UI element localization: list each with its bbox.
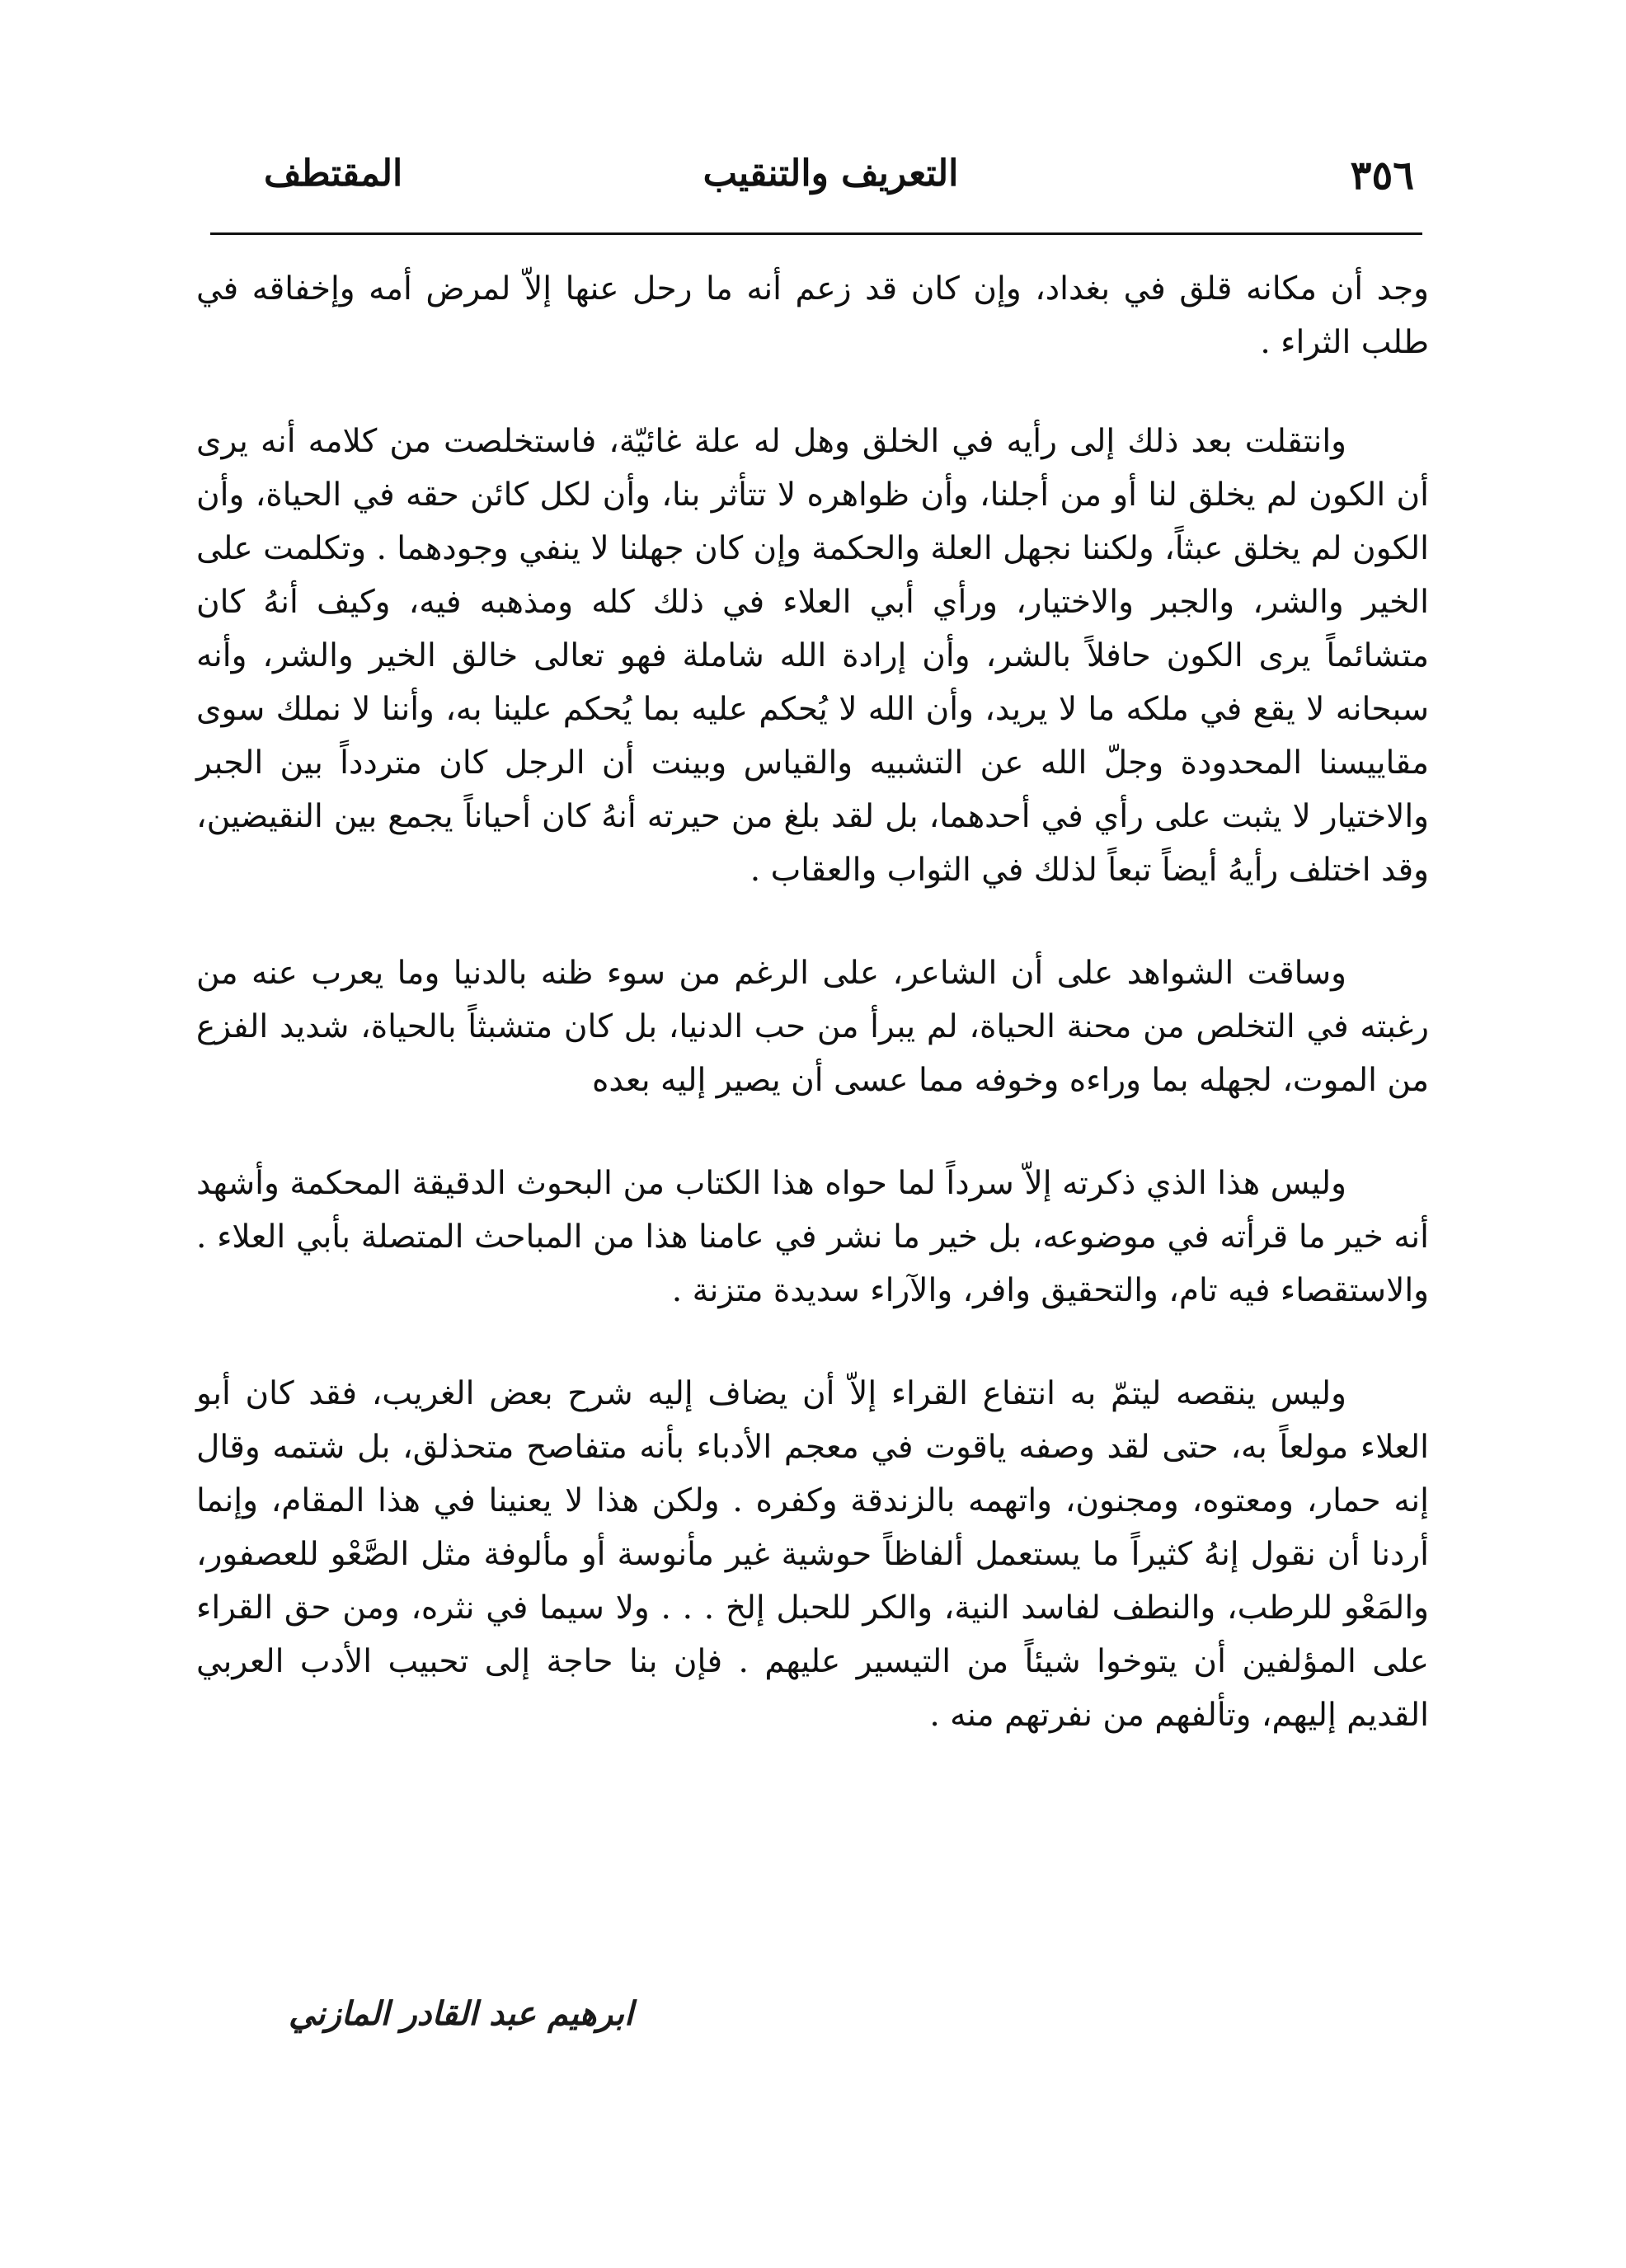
paragraph-love-of-life: وساقت الشواهد على أن الشاعر، على الرغم من سوء ظنه بالدنيا وما يعرب عنه من رغبته في التخلص من محنة الحياة، لم يبرأ من حب الدنيا، بل كان متشبثاً بالحياة، شديد الفزع من الموت، لجهله بما وراءه وخوفه مما عسى أن يصير إليه بعده <box>196 955 1429 1099</box>
running-title: التعريف والتنقيب <box>703 153 959 195</box>
paragraph-vocabulary-critique: وليس ينقصه ليتمّ به انتفاع القراء إلاّ أن يضاف إليه شرح بعض الغريب، فقد كان أبو العلاء مولعاً به، حتى لقد وصفه ياقوت في معجم الأدباء بأنه متفاصح متحذلق، بل شتمه وقال إنه حمار، ومعتوه، ومجنون، واتهمه بالزندقة وكفره . ولكن هذا لا يعنينا في هذا المقام، وإنما أردنا أن نقول إنهُ كثيراً ما يستعمل ألفاظاً حوشية غير مأنوسة أو مألوفة مثل الصَّعْو للعصفور، والمَعْو للرطب، والنطف لفاسد النية، والكر للحبل إلخ . . . ولا سيما في نثره، ومن حق القراء على المؤلفين أن يتوخوا شيئاً من التيسير عليهم . فإن بنا حاجة إلى تحبيب الأدب العربي القديم إليهم، وتألفهم من نفرتهم منه . <box>196 1375 1429 1734</box>
journal-name: المقتطف <box>264 153 403 195</box>
paragraph-continuation: وجد أن مكانه قلق في بغداد، وإن كان قد زعم أنه ما رحل عنها إلاّ لمرض أمه وإخفاقه في طلب الثراء . <box>196 270 1429 361</box>
article-body <box>196 262 1429 1791</box>
header-rule <box>210 232 1422 235</box>
author-signature: ابرهيم عبد القادر المازني <box>289 1995 634 2033</box>
page-header <box>247 153 1414 210</box>
page-number: ٣٥٦ <box>1350 153 1414 199</box>
paragraph-assessment: وليس هذا الذي ذكرته إلاّ سرداً لما حواه هذا الكتاب من البحوث الدقيقة المحكمة وأشهد أنه خير ما قرأته في موضوعه، بل خير ما نشر في عامنا هذا من المباحث المتصلة بأبي العلاء . والاستقصاء فيه تام، والتحقيق وافر، والآراء سديدة متزنة . <box>196 1165 1429 1309</box>
paragraph-creation-views: وانتقلت بعد ذلك إلى رأيه في الخلق وهل له علة غائيّة، فاستخلصت من كلامه أنه يرى أن الكون لم يخلق لنا أو من أجلنا، وأن ظواهره لا تتأثر بنا، وأن لكل كائن حقه في الحياة، وأن الكون لم يخلق عبثاً، ولكننا نجهل العلة والحكمة وإن كان جهلنا لا ينفي وجودهما . وتكلمت على الخير والشر، والجبر والاختيار، ورأي أبي العلاء في ذلك كله ومذهبه فيه، وكيف أنهُ كان متشائماً يرى الكون حافلاً بالشر، وأن إرادة الله شاملة فهو تعالى خالق الخير والشر، وأنه سبحانه لا يقع في ملكه ما لا يريد، وأن الله لا يُحكم عليه بما يُحكم علينا به، وأننا لا نملك سوى مقاييسنا المحدودة وجلّ الله عن التشبيه والقياس وبينت أن الرجل كان متردداً بين الجبر والاختيار لا يثبت على رأي في أحدهما، بل لقد بلغ من حيرته أنهُ كان أحياناً يجمع بين النقيضين، وقد اختلف رأيهُ أيضاً تبعاً لذلك في الثواب والعقاب . <box>196 423 1429 889</box>
